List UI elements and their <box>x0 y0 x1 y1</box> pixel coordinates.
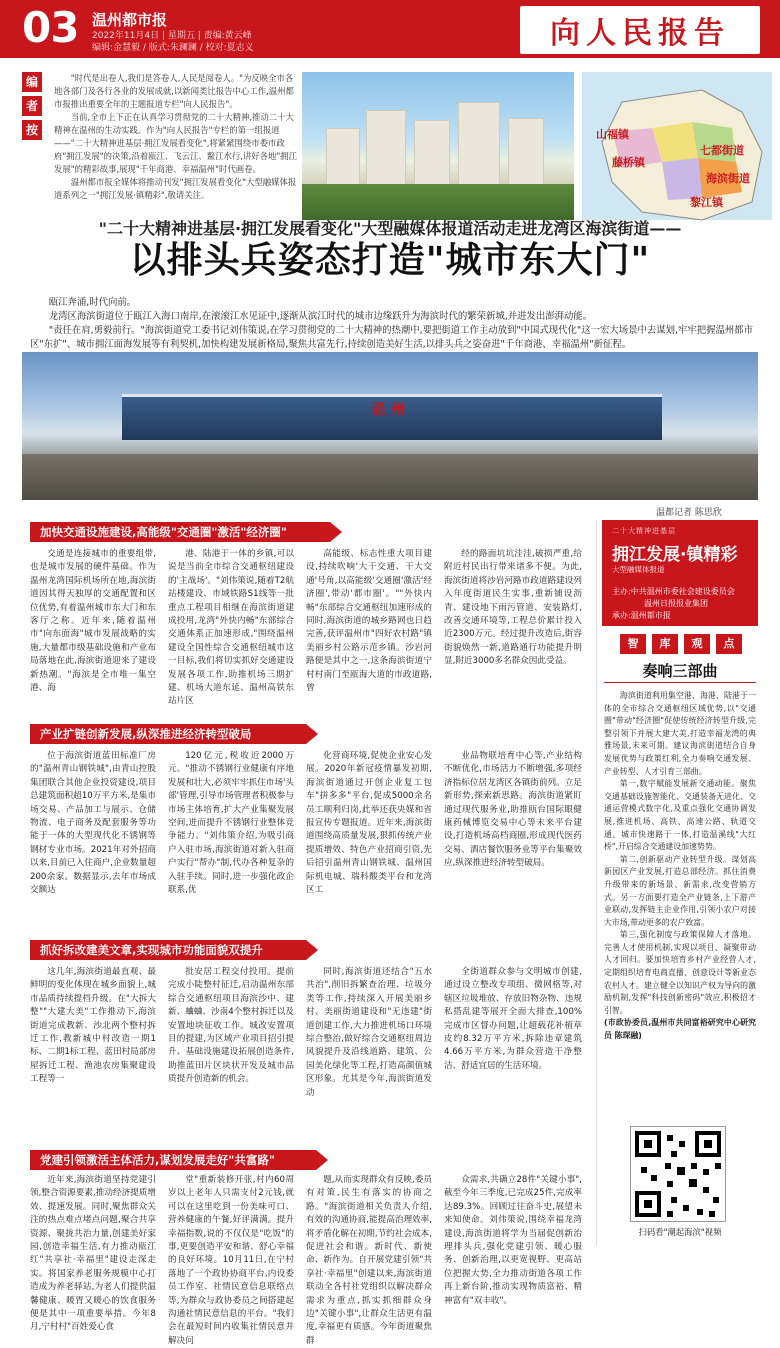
section-heading: 抓好拆改建美文章,实现城市功能面貌双提升 <box>30 940 306 960</box>
section-column <box>306 966 432 1130</box>
sidebar-divider <box>596 520 597 1245</box>
brand-sub: 大型融媒体报道 <box>612 565 665 574</box>
essay-paragraph: 海滨街道利用集空港、海港、陆港于一体的全市综合交通枢纽区域优势,以"交通圈"带动"经济圈"促使传统经济转型升级,完整引领下并展大建大美,打造幸福龙湾的典雅场景,未来可期。建议海滨街道结合自身发展优势与政策红利,全力奏响交通发展、产业转型、人才引育三部曲。 <box>604 691 756 776</box>
section-column <box>444 1174 582 1306</box>
column-text: 题,从而实现群众有反映,委员有对策,民生有落实的协商之路。"海滨街道相关负责人介绍,有效的沟通协商,能提高治理效率,将矛盾化解在初期,节约社会成本,促进社会和谐。新时代、新使命、新作为。自开展党建引领"共享社·幸福里"创建以来,海滨街道联动全各村社党组织以解决群众需求为重点,抓实抓细群众身边"关键小事",让群众生活更有温度,幸福更有质感。今年街道聚焦群 <box>306 1175 432 1346</box>
section-column <box>30 966 156 1130</box>
map-label: 七都街道 <box>700 144 744 157</box>
qr-pattern <box>631 1127 725 1221</box>
section-column <box>30 548 156 708</box>
section-column <box>168 1174 294 1346</box>
story-lead <box>30 296 760 352</box>
paper-name: 温州都市报 <box>92 11 168 29</box>
page-header <box>0 0 780 58</box>
organizer-line: 承办:温州都市报 <box>612 611 671 620</box>
section-column <box>444 966 582 1130</box>
column-text: 120亿元,税收近2000万元。"推动不锈钢行业健康有序地发展和壮大,必须牢牢抓住市场'头部'管理,引导市场管理者积极参与市场主体培育,扩大产业集聚发展空间,进而提升不锈钢行业整体竞争能力。"刘伟策介绍,为吸引商户入驻市场,海滨街道对新入驻商户实行"帮办"制,代办各种复杂的入驻手续。同时,进一步强化政企联系,优 <box>168 751 294 896</box>
lead-paragraph: 龙湾区海滨街道位于瓯江入海口南岸,在滚滚江水见证中,逐渐从滨江时代的城市边缘跃升为海滨时代的繁荣新城,并进发出澎湃动能。 <box>48 311 593 322</box>
brand-title: 拥江发展·镇精彩 <box>612 545 738 565</box>
column-text: 经的路面坑坑洼洼,破损严重,给附近村民出行带来诸多不便。为此,海滨街道将沙岩河路市政道路建设列入年度街道民生实事,重新铺设沥青、建设地下雨污管道、安装路灯,改善交通环境等,工程总价累计投入近2300万元。经过提升改造后,街容街貌焕然一新,道路通行功能提升明显,附近3000多名群众因此受益。 <box>444 549 582 667</box>
section-column <box>168 750 294 928</box>
column-text: 业品物联培育中心等,产业结构不断优化,市场活力不断增强,多项经济指标位居龙湾区各镇街前列。立足新形势,探索新思路。海滨街道紧盯通过现代服务业,助推瓯台国际眼健康药械博览交易中心等未来平台建设,打造机场高档商圈,形成现代医药交易、酒店餐饮服务业等平台集聚效应,纵深推进经济转型破局。 <box>444 751 582 869</box>
staff-line: 编辑:金慧毅 / 版式:朱澜澜 / 校对:夏志义 <box>92 43 254 53</box>
column-text: 这几年,海滨街道最直观、最鲜明的变化体现在城乡面貌上,城市品质持续提档升级。在"大拆大整""大建大美"工作推动下,海滨街道完成教新、沙北两个整村拆迁工作,教新城中村改造一期1标、二期1标工程、蓝田村局部房屋拆迁工程、渔池农房集聚建设工程等一 <box>30 967 156 1085</box>
column-text: 港、陆港于一体的乡镇,可以说是当前全市综合交通枢纽建设的'主战场'。"刘伟策说,随着T2航站楼建设、市域铁路S1线等一批重点工程项目相继在海滨街道建成投用,龙湾"外快内畅"东部综合交通体系正加速形成,"围绕温州建设全国性综合交通枢纽城市这一目标,我们将切实抓好交通建设发展各项工作,助推机场三期扩建、机场大道东延、温州高铁东站片区 <box>168 549 294 707</box>
think-tank-tag <box>606 634 756 654</box>
editor-note-char: 编 <box>22 72 42 92</box>
column-text: 众需求,共确立28件"关键小事",截至今年三季度,已完成25件,完成率达89.3%。回顾过往奋斗史,展望未来知使命。刘伟策说,围绕幸福龙湾建设,海滨街道将学为当届促创新治理排头兵,强化党建引领、暖心服务、创新治理,以更宽视野、更高站位把握大势,全力推动街道各项工作再上新台阶,推动实现物质富裕、精神富有"双丰收"。 <box>444 1175 582 1306</box>
tag-char: 智 <box>620 634 646 654</box>
column-text: 近年来,海滨街道坚持党建引领,整合资源要素,推动经济提质增效、提速发展。同时,聚焦群众关注的热点难点堵点问题,聚合共享资源、聚拢共治力量,创建美好家园,创造幸福生活,有力推动瓯江红"共享社·幸福里"建设走深走实。将国家养老服务规模中心打造成为养老驿站,为老人们提供温馨健康、暖胃又暖心的饮食服务便是其中一项重要举措。今年8月,宁村村"百姓爱心食 <box>30 1175 156 1333</box>
story-kicker: "二十大精神进基层·拥江发展看变化"大型融媒体报道活动走进龙湾区海滨街道—— <box>98 219 682 238</box>
organizer-line: 温州日报报业集团 <box>644 599 708 608</box>
editor-note-paragraph: 温州都市报全媒体将推动刊发"拥江发展看变化"大型融媒体报道系列之一"拥江发展·镇精彩",敬请关注。 <box>54 177 297 200</box>
district-map <box>582 72 772 220</box>
lead-paragraph: 瓯江奔涌,时代向前。 <box>48 297 137 308</box>
column-text: 堂"重新装修开张,村内60周岁以上老年人只需支付2元钱,就可以在这里吃到一份美味可口、营养健康的午餐,好评满满。提升幸福指数,说的不仅仅是"吃饭"的事,更要创造平安和谐、舒心幸福的良好环境。10月11日,在宁村落地了一个政协协商平台,内设委员工作室、社情民意信息联络点等,为群众与政协委员之间搭建起沟通社情民意信息的平台。"我们会在最短时间内收集社情民意并解决问 <box>168 1175 294 1346</box>
organizer-line: 主办:中共温州市委社会建设委员会 <box>612 587 735 596</box>
section-column <box>444 750 582 928</box>
column-text: 交通是连接城市的重要组带,也是城市发展的硬件基础。作为温州龙湾国际机场所在地,海滨街道因其得天独厚的交通配置和区位优势,有着温州城市东大门和东客厅之称。近年来,随着温州市"向东面海"城市发展战略的实施,大量都市级基础设施和产业布局落地在此,海滨街道迎来了建设新热潮。"海滨是全市唯一集空港、海 <box>30 549 156 694</box>
column-text: 位于海滨街道蓝田标准厂房的"温州青山钢铁城",由青山控股集团联合其他企业投资建设,项目总建筑面积超10万平方米,是集市场交易、产品加工与展示、仓储物流、电子商务及配套服务等功能于一体的大型现代化不锈钢等钢材专业市场。2021年对外招商以来,目前已入住商户,企业数量超200余家。数据显示,去年市场成交额达 <box>30 751 156 896</box>
airport-photo <box>22 352 758 500</box>
lead-paragraph: "责任在肩,勇毅前行。"海滨街道党工委书记刘伟策说,在学习贯彻党的二十大精神的热潮中,要把街道工作主动放到"中国式现代化"这一宏大场景中去谋划,牢牢把握温州都市区"东扩"、城市拥江面海发展等有利契机,加快构建发展新格局,聚焦共富先行,持续创造美好生活,以排头兵之姿奋进"千年商港、幸福温州"新征程。 <box>30 325 753 350</box>
section-column <box>30 750 156 928</box>
brand-organizers <box>602 586 758 626</box>
tag-char: 点 <box>716 634 742 654</box>
section-heading: 党建引领激活主体活力,谋划发展走好"共富路" <box>30 1150 316 1170</box>
map-label: 山福镇 <box>596 128 629 141</box>
airport-sign: 温 州 <box>372 402 405 418</box>
section-column <box>30 1174 156 1333</box>
essay-paragraph: 第二,创新驱动产业转型升级。谋划高新园区产业发展,打造总部经济。抓住消费升级带来的新场景、新需求,改变营销方式。另一方面要打造全产业链条,上下游产业联动,发挥链主企业作用,引领小农户对接大市场,带动更多的农户致富。 <box>604 854 756 927</box>
map-label: 黎江镇 <box>690 196 723 209</box>
section-heading: 加快交通设施建设,高能级"交通圈"激活"经济圈" <box>30 522 330 542</box>
editor-note-paragraph: "时代是出卷人,我们是答卷人,人民是阅卷人。"为反映全市各地各部门及各行各业的发展成就,以新闻类比报告中心工作,温州都市报推出重要全年的主题报道专栏"向人民报告"。 <box>54 73 294 109</box>
editor-note-paragraph: 当前,全市上下正在认真学习贯彻党的二十大精神,推动二十大精神在温州的生动实践。作为"向人民报告"专栏的第一组报道——"二十大精神进基层·拥江发展看变化",将紧紧围绕市委市政府"拥江发展"的决策,沿着瓯江、飞云江、鳌江水行,讲好各地"拥江发展"的精彩故事,展现"千年商港、幸福温州"时代画卷。 <box>54 112 298 174</box>
section-column <box>168 966 294 1130</box>
essay-rule <box>604 682 756 683</box>
story-headline: 以排头兵姿态打造"城市东大门" <box>129 240 651 281</box>
tag-char: 观 <box>684 634 710 654</box>
photo-credit: 温都记者 陈思欣 <box>656 508 722 518</box>
editor-note <box>54 72 298 202</box>
brand-top: 二十大精神进基层 <box>612 527 676 535</box>
section-column <box>306 548 432 708</box>
map-label: 海滨街道 <box>706 172 750 185</box>
section-column <box>306 750 432 928</box>
section-heading: 产业扩链创新发展,纵深推进经济转型破局 <box>30 724 306 744</box>
banner-title: 向人民报告 <box>550 16 730 51</box>
editor-note-char: 者 <box>22 96 42 116</box>
map-label: 藤桥镇 <box>612 156 645 169</box>
section-column <box>168 548 294 708</box>
column-text: 高能级、标志性重大项目建设,持续吹响'大干交通、干大交通'号角,以高能级'交通圈'激活'经济圈',带动'都市圈'。""外快内畅"东部综合交通枢纽加速形成的同时,海滨街道的城乡路网也日趋完善,获评温州市"四好农村路"镇美丽乡村公路示范乡镇。沙岩河路便是其中之一,这条海滨街道宁村村南门至瓯海大道的市政道路,曾 <box>306 549 432 694</box>
section-column <box>306 1174 432 1346</box>
column-text: 批安居工程交付投用。提前完成小陡整村征迁,启动温州东部综合交通枢纽项目海滨沙中、建新、蛐蛐、沙南4个整村拆迁以及安置地块征收工作。城改安置项目的提建,为区域产业项目招引提升、基础设施建设拓展创造条件,助推蓝田片区块状开发及城市品质提升创造新的机会。 <box>168 967 294 1085</box>
essay-title: 奏响三部曲 <box>642 662 718 680</box>
tag-char: 库 <box>652 634 678 654</box>
essay-paragraph: 第一,数字赋能发展新交通动能。聚焦交通基础设施智能化、交通装备无进化、交通运营模式数字化,及重点强化交通协调发展,推进机场、高铁、高速公路、轨道交通、城市快速路于一体,打造温溪线"大红桥",开启综合交通建设加速势势。 <box>604 779 756 852</box>
essay-body <box>604 690 756 1110</box>
qr-caption: 扫码看"潮起海滨"视频 <box>638 1227 722 1237</box>
section-column <box>444 548 582 708</box>
column-text: 化营商环境,促使企业安心发展。2020年新冠疫情暴发初期,海滨街道通过开创企业复工包车"拼多多"平台,促成5000余名员工顺利归岗,此举还获央媒和省报宣传专题报道。近年来,海滨街道围绕高质量发展,狠抓传统产业提质增效、特色产业招商引资,先后招引温州青山钢铁城、温州国际机电城、瑞科酸类平台和龙湾区工 <box>306 751 432 896</box>
editor-note-char: 按 <box>22 120 42 140</box>
essay-paragraph: 第三,强化制度与政策保障人才落地。完善人才使用机制,实现以项目、凝聚带动人才回归。要加快培育乡村产业经营人才,定期组织培育电商直播、创意设计等新业态农村人才。建立健全以知识产权为导向的激励机制,发挥"科技创新密码"效应,积极招才引智。 <box>604 930 756 1015</box>
qr-code[interactable] <box>630 1126 726 1222</box>
column-text: 全街道群众参与文明城市创建,通过设立整改专项组、微网格等,对辖区垃圾堆放、存放旧物杂物、违规私搭乱建等展开全面大排查,100%完成市区督办问题,让超载花补植草皮约8.32万平方米,拆除违章建筑4.66万平方米,为群众营造干净整洁、舒适宜居的生活环境。 <box>444 967 582 1071</box>
issue-meta <box>92 30 352 54</box>
editor-note-tag <box>22 72 42 144</box>
residential-photo <box>302 72 574 220</box>
column-text: 同时,海滨街道还结合"五水共治",削旧拆繁查治理、垃圾分类等工作,持续深入开展美丽乡村、美丽街道建设和"无违建"街道创建工作,大力推进机场口环境综合整治,做好综合交通枢纽周边风貌提升及沿线道路、建筑、公园美化绿化等工程,打造高颜值城区形象。尤其是今年,海滨街道发动 <box>306 967 432 1098</box>
essay-byline: (市政协委员,温州市共同富裕研究中心研究员 陈琛融) <box>604 1018 756 1041</box>
column-banner <box>520 6 760 54</box>
date-line: 2022年11月4日 | 星期五 | 责编:黄云峰 <box>92 31 252 41</box>
page-number: 03 <box>22 3 79 52</box>
